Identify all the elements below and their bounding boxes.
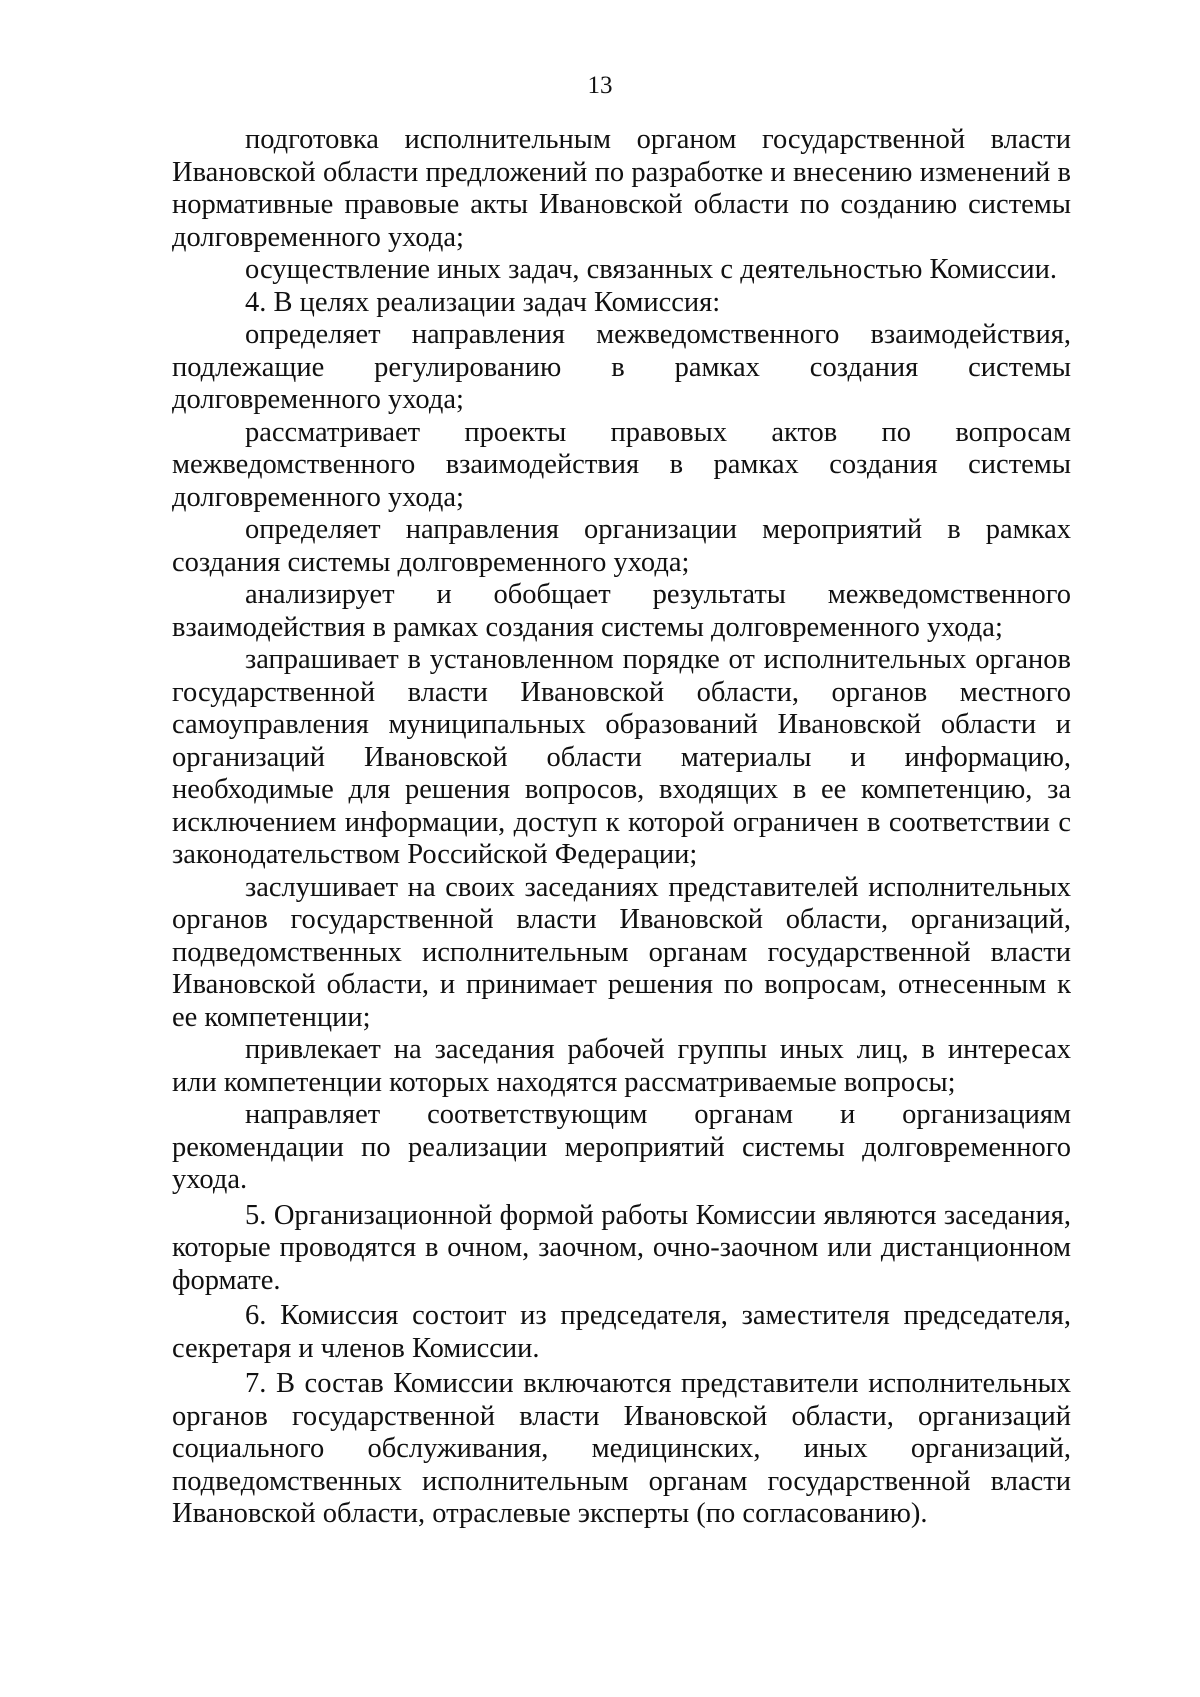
paragraph: 4. В целях реализации задач Комиссия:: [245, 286, 721, 318]
paragraph: запрашивает в установленном порядке от исполнительных органов государственной власти Ивановской области, органов местного самоуправления муниципальных образований Ивановской области и организаций Ивановской области материалы и информацию, необходимые для решения вопросов, входящих в ее компетенцию, за исключением информации, доступ к которой ограничен в соответствии с законодательством Российской Федерации;: [172, 644, 1071, 870]
paragraph: направляет соответствующим органам и организациям рекомендации по реализации мероприятий системы долговременного ухода.: [172, 1099, 1071, 1195]
paragraph: заслушивает на своих заседаниях представителей исполнительных органов государственной власти Ивановской области, организаций, подведомственных исполнительным органам государственной власти Ивановской области, и принимает решения по вопросам, отнесенным к ее компетенции;: [172, 871, 1071, 1033]
document-body: [172, 124, 1071, 1531]
paragraph: анализирует и обобщает результаты межведомственного взаимодействия в рамках создания системы долговременного ухода;: [172, 579, 1071, 643]
paragraph: осуществление иных задач, связанных с деятельностью Комиссии.: [245, 254, 1058, 285]
paragraph: определяет направления организации мероприятий в рамках создания системы долговременного ухода;: [172, 514, 1071, 578]
paragraph: определяет направления межведомственного взаимодействия, подлежащие регулированию в рамках создания системы долговременного ухода;: [172, 319, 1071, 415]
paragraph: подготовка исполнительным органом государственной власти Ивановской области предложений по разработке и внесению изменений в нормативные правовые акты Ивановской области по созданию системы долговременного ухода;: [172, 124, 1071, 253]
paragraph: 7. В состав Комиссии включаются представители исполнительных органов государственной власти Ивановской области, организаций социального обслуживания, медицинских, иных организаций, подведомственных исполнительным органам государственной власти Ивановской области, отраслевые эксперты (по согласованию).: [172, 1368, 1071, 1529]
paragraph: рассматривает проекты правовых актов по вопросам межведомственного взаимодействия в рамках создания системы долговременного ухода;: [172, 416, 1071, 513]
paragraph: 5. Организационной формой работы Комиссии являются заседания, которые проводятся в очном, заочном, очно-заочном или дистанционном формате.: [172, 1199, 1071, 1296]
paragraph: 6. Комиссия состоит из председателя, заместителя председателя, секретаря и членов Комиссии.: [172, 1300, 1071, 1364]
paragraph: привлекает на заседания рабочей группы иных лиц, в интересах или компетенции которых находятся рассматриваемые вопросы;: [172, 1034, 1071, 1098]
page-number: 13: [587, 72, 613, 99]
